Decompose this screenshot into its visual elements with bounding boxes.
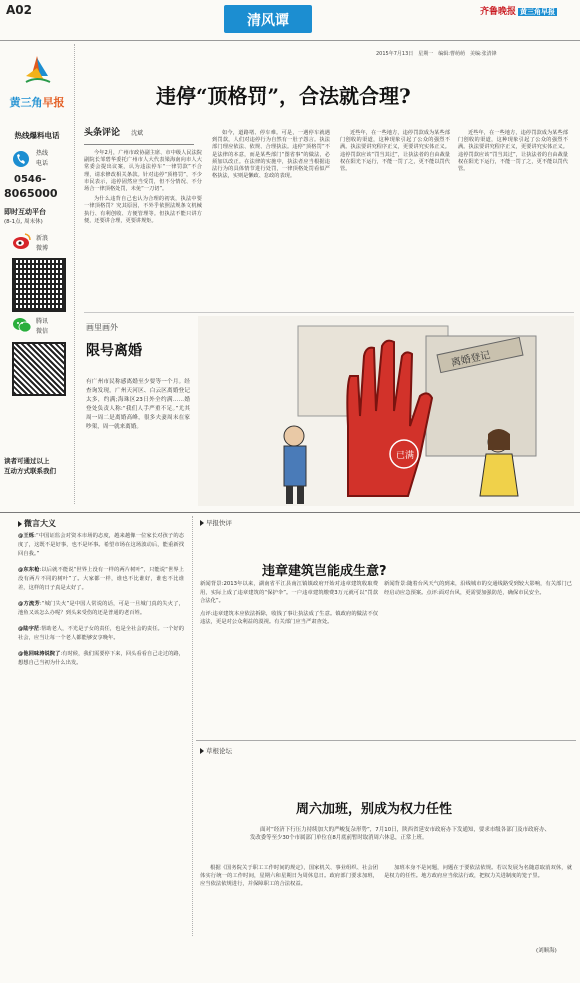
dateline: 2015年7月13日 星期一 编辑:曹萌萌 美编:张清锋 <box>376 51 497 57</box>
page-number: A02 <box>6 3 32 17</box>
phone-number: 8065000 <box>4 187 58 200</box>
weibo-post: @陆宇茫:帮助老人，不光是子女的责任，也是全社会的责任。一个好的社会，应当让每一个老人都能够安享晚年。 <box>18 626 185 641</box>
interact-title: 即时互动平台 <box>4 208 46 216</box>
sidebar <box>0 44 72 504</box>
weibo-tag: 微言大义 <box>18 518 56 529</box>
hotline-label-1: 热线 <box>36 150 49 157</box>
headline: 违停“顶格罚”，合法就合理? <box>156 84 411 108</box>
phone-icon <box>12 148 30 170</box>
logo-icon <box>20 54 54 88</box>
grassroots-tag: 草根论坛 <box>200 746 232 755</box>
quick-comment-bottom-rule <box>196 740 576 741</box>
scan-note-2: 互动方式联系我们 <box>4 467 56 475</box>
quick-comment-title: 违章建筑岂能成生意? <box>262 564 387 579</box>
quick-comment-col-2: 新闻背景:随着台风天气的到来，沿线城市的交通线路受到较大影响，有关部门已经启动应急预案。点评:面对台风，更需要加强防范，确保市民安全。 <box>384 581 572 596</box>
weibo-post: @王烁:“中国证监会对资本市场的态度，越来越像一位家长对孩子的态度了，这既不是好事，也不是坏事。希望市场在这场波动后，能重新找回自我。” <box>18 533 184 557</box>
photo-story-tag: 画里画外 <box>86 323 118 332</box>
sidebar-divider <box>74 44 75 504</box>
weibo-label-2: 微博 <box>36 245 49 252</box>
commentary-col-2: 如今，道路堵、停车难。可是，一遇停车就遇到罚款，人们对违停行为自然有一肚子怨言。执法部门理应依法、依规、合理执法。违停“顶格罚”不是法律的本意，而是某些部门“图省事”的做法，必须加以改正。在法律的实施中，执法者应当根据违法行为的具体情节进行处罚，一律顶格处罚看似严格执法，实则是懒政、怠政的表现。 <box>212 130 330 180</box>
interact-hours: (8-1点, 周末休) <box>4 219 43 225</box>
weibo-post: @方流芳:“城门失火”是中国人常说的话，可是一旦城门真的失火了，池鱼又该怎么办呢？到头来受伤的还是普通的老百姓。 <box>18 601 184 616</box>
commentary-col-3: 近些年，在一些地方，违停罚款成为某些部门创收的渠道，这种现象引起了公众的强烈不满。执法要讲究程序正义，更要讲究实体正义。违停罚款应该“罚当其过”，让执法者的自由裁量权在阳光下运行，不能一罚了之，更不能以罚代管。 <box>340 130 450 173</box>
grassroots-author: (刘顺海) <box>536 948 557 954</box>
commentary-col-1: 今年2月，广州市政协副主席、市中级人民法院副院长邹碧华委托广州市人大代表梁海南向市人大常委会提出议案，认为违法停车“一律罚款”不合理，请求修改相关条款。针对违停“顶格罚”，不少市民表示，违停固然应当受罚，但不分情况、不分场合一律顶格处罚，未免“一刀切”。 为什么违背自己也认为合理的初衷，执法中要一律顶格罚？究其原因，不外乎依照法规条文机械执行、有利创收、方便管理等。但执法不能只讲方便，还要讲合理，更要讲规矩。 <box>84 150 202 224</box>
commentary-bottom-rule <box>84 312 574 313</box>
hotline-label-2: 电话 <box>36 160 49 167</box>
cartoon-sign-text: 离婚登记 <box>450 349 492 370</box>
weibo-icon <box>12 232 32 250</box>
wechat-qr-code <box>12 342 66 396</box>
grassroots-title: 周六加班，别成为权力任性 <box>296 802 453 817</box>
quick-comment-tag: 早报快评 <box>200 518 232 527</box>
commentary-tag: 头条评论 沈斌 <box>84 120 194 145</box>
grassroots-col-1: 根据《国务院关于职工工作时间的规定》，国家机关、事业组织、社会团体实行统一的工作时间，星期六和星期日为周休息日。政府部门要求加班，应当依法依规进行，并保障职工的合法权益。 <box>200 865 378 887</box>
cartoon-illustration <box>198 316 574 506</box>
grassroots-lead: 面对“经济下行压力持续加大的严峻复杂形势”，7月10日，陕西省延安市政府办下发通知，要求市级各部门及市政府办、发改委等至少30个市属部门单位在8月底前暂时取消周六休息，正常上班。 <box>250 827 550 841</box>
weibo-qr-code <box>12 258 66 312</box>
grassroots-col-2: 加班本身不是问题，问题在于要依法依规。若以发展为名随意取消双休，就是权力的任性。地方政府应当依法行政，把权力关进制度的笼子里。 <box>384 865 572 879</box>
weibo-label-1: 新浪 <box>36 235 49 242</box>
quick-comment-col-1: 新闻背景:2013年以来，湖南省平江县南江镇镇政府开始对违章建筑收取费用，实际上成了违章建筑的“保护伞”。一户违章建筑缴费3万元就可以“罚款合法化”。 点评:违章建筑本应依法拆除，收钱了事让执法成了生意。镇政府的做法不仅违法，更是对公众利益的漠视。有关部门应当严肃查处。 <box>200 581 378 625</box>
phone-area: 0546- <box>14 174 46 185</box>
weibo-post: @他回味涛说院了:有时候，我们需要停下来，回头看看自己走过的路，想想自己当初为什么出发。 <box>18 651 185 666</box>
wechat-label-1: 腾讯 <box>36 318 49 325</box>
sidebar-logo-text: 黄三角早报 <box>9 96 65 109</box>
wechat-icon <box>12 316 32 334</box>
commentary-col-4: 近些年，在一些地方，违停罚款成为某些部门创收的渠道，这种现象引起了公众的强烈不满。执法要讲究程序正义，更要讲究实体正义。违停罚款应该“罚当其过”，让执法者的自由裁量权在阳光下运行，不能一罚了之，更不能以罚代管。 <box>458 130 568 173</box>
cartoon-stamp-text: 已满 <box>396 451 415 461</box>
header-rule <box>0 40 580 41</box>
section-title: 清风谭 <box>247 13 289 29</box>
mid-rule <box>0 512 580 513</box>
wechat-label-2: 微信 <box>36 328 49 335</box>
hotline-title: 热线爆料电话 <box>14 131 60 140</box>
weibo-post: @东东枪:以后就不能说“世界上没有一样的两片树叶”，只能说“世界上没有两片不同的树叶”了。大家都一样，谁也不比谁好，谁也不比谁差，这样的日子真是太好了。 <box>18 567 184 591</box>
weibo-posts <box>18 532 184 668</box>
weibo-divider <box>192 516 193 936</box>
brand-logo: 齐鲁晚报 黄三角早报 <box>480 7 556 17</box>
photo-story-title: 限号离婚 <box>86 343 142 359</box>
scan-note-1: 读者可通过以上 <box>4 457 50 465</box>
photo-story-body: 有广州市民称感离婚至少要等一个月。经查询发现，广州天河区、白云区离婚登记太多，约满;海珠区23日外全约满……婚登处负责人称:“我们人手严重不足。”尤其周一周二是离婚高峰，很多夫妻周末在家吵架，周一就来离婚。 <box>86 379 190 430</box>
